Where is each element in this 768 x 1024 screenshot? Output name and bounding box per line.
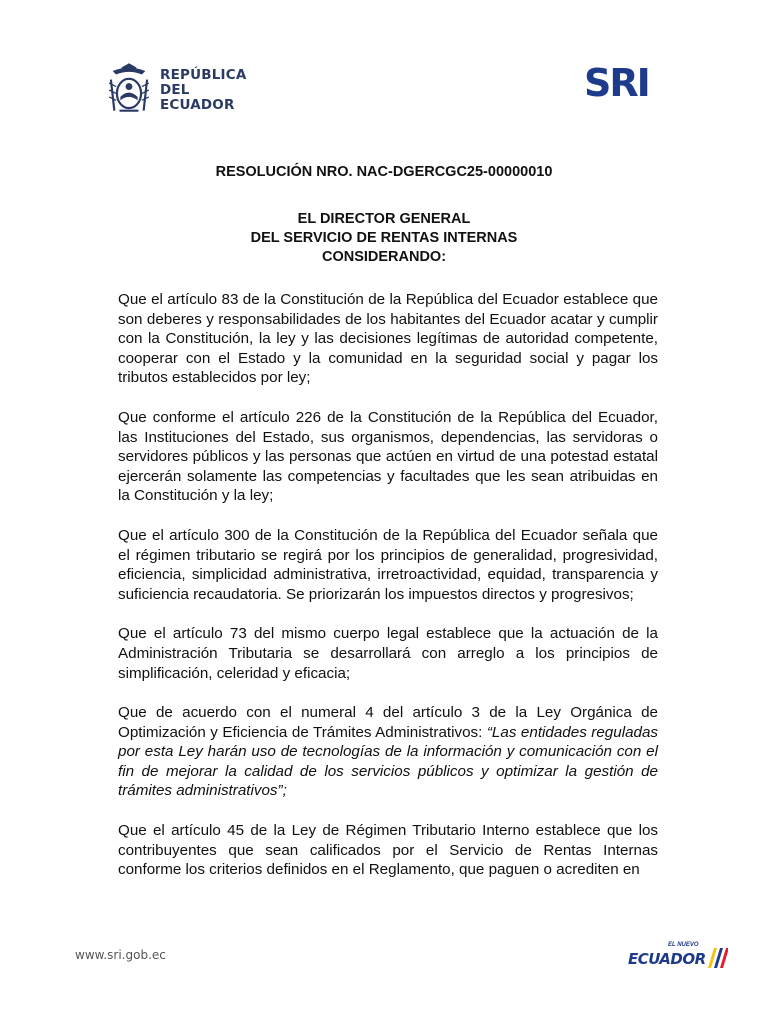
director-heading [0,210,768,267]
paragraph: Que conforme el artículo 226 de la Constitución de la República del Ecuador, las Instituciones del Estado, sus organismos, dependencias, las servidoras o servidores públicos y las personas que actúen en virtud de una potestad estatal ejercerán solamente las competencias y facultades que les sean atribuidas en la Constitución y la ley; [118,408,658,505]
gov-logo-line2: DEL ECUADOR [159,81,235,113]
paragraph-with-quote [118,703,658,801]
paragraph-lead: Que de acuerdo con el numeral 4 del artículo 3 de la Ley Orgánica de Optimización y Eficiencia de Trámites Administrativos: [118,704,658,741]
director-line1: EL DIRECTOR GENERAL [297,211,471,227]
flag-stripes-icon [704,946,728,970]
el-nuevo-ecuador-logo [628,942,728,976]
gov-logo-line1: REPÚBLICA [159,66,247,83]
nuevo-small-text: EL NUEVO [668,942,699,948]
considering-heading: CONSIDERANDO: [321,249,447,265]
sri-logo: SRI [584,61,649,105]
gov-ecuador-logo [104,54,254,126]
legal-quote: “Las entidades reguladas por esta Ley harán uso de tecnologías de la información y comunicación con el fin de mejorar la calidad de los servicios públicos y optimizar la gestión de trámites administrativos”; [118,723,658,800]
paragraph: Que el artículo 45 de la Ley de Régimen Tributario Interno establece que los contribuyentes que sean calificados por el Servicio de Rentas Internas conforme los criterios definidos en el Reglamento, que paguen o acrediten en [118,822,658,879]
paragraph: Que el artículo 300 de la Constitución de la República del Ecuador señala que el régimen tributario se regirá por los principios de generalidad, progresividad, eficiencia, simplicidad administrativa, irretroactividad, equidad, transparencia y suficiencia recaudatoria. Se priorizarán los impuestos directos y progresivos; [118,526,658,603]
paragraph: Que el artículo 83 de la Constitución de la República del Ecuador establece que son deberes y responsabilidades de los habitantes del Ecuador acatar y cumplir con la Constitución, la ley y las decisiones legítimas de autoridad competente, cooperar con el Estado y la comunidad en la seguridad social y pagar los tributos establecidos por ley; [118,291,658,387]
paragraph: Que el artículo 73 del mismo cuerpo legal establece que la actuación de la Administración Tributaria se desarrollará con arreglo a los principios de simplificación, celeridad y eficacia; [118,625,658,682]
nuevo-big-text: ECUADOR [628,950,706,968]
document-body [118,290,658,900]
coat-of-arms-icon [104,58,154,122]
director-line2: DEL SERVICIO DE RENTAS INTERNAS [250,230,518,246]
resolution-number: RESOLUCIÓN NRO. NAC-DGERCGC25-00000010 [215,164,553,180]
footer-url[interactable]: www.sri.gob.ec [75,948,166,962]
